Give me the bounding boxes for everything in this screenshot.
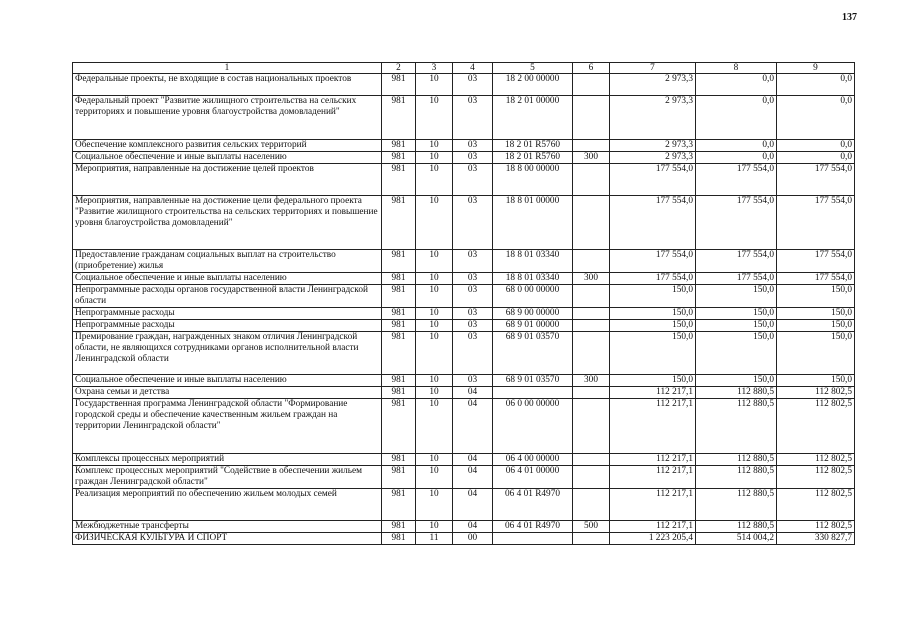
row-name: Непрограммные расходы [73, 320, 382, 332]
row-name: Федеральный проект "Развитие жилищного строительства на сельских территориях и повышение уровня благоустройства домовладений" [73, 96, 382, 140]
target-article-code: 06 4 00 00000 [493, 454, 573, 466]
amount-col-8: 150,0 [696, 285, 777, 308]
amount-col-9: 112 802,5 [777, 387, 855, 399]
target-article-code: 68 9 01 00000 [493, 320, 573, 332]
podrazdel-code: 00 [453, 533, 493, 545]
amount-col-9: 0,0 [777, 140, 855, 152]
expense-type-code [573, 332, 610, 375]
target-article-code: 18 2 01 00000 [493, 96, 573, 140]
table-row [73, 466, 855, 489]
row-name: Межбюджетные трансферты [73, 521, 382, 533]
glava-code: 981 [382, 533, 416, 545]
amount-col-9: 150,0 [777, 320, 855, 332]
glava-code: 981 [382, 164, 416, 196]
amount-col-9: 112 802,5 [777, 489, 855, 521]
amount-col-7: 112 217,1 [610, 466, 696, 489]
amount-col-7: 112 217,1 [610, 489, 696, 521]
glava-code: 981 [382, 196, 416, 250]
podrazdel-code: 03 [453, 196, 493, 250]
target-article-code [493, 533, 573, 545]
target-article-code: 68 0 00 00000 [493, 285, 573, 308]
razdel-code: 10 [416, 285, 453, 308]
amount-col-8: 150,0 [696, 308, 777, 320]
expense-type-code [573, 454, 610, 466]
razdel-code: 10 [416, 250, 453, 273]
target-article-code: 18 8 01 03340 [493, 273, 573, 285]
razdel-code: 10 [416, 375, 453, 387]
table-row [73, 533, 855, 545]
amount-col-9: 0,0 [777, 96, 855, 140]
expense-type-code: 500 [573, 521, 610, 533]
podrazdel-code: 03 [453, 285, 493, 308]
amount-col-7: 150,0 [610, 320, 696, 332]
razdel-code: 10 [416, 74, 453, 96]
target-article-code: 18 8 01 03340 [493, 250, 573, 273]
amount-col-9: 150,0 [777, 332, 855, 375]
row-name: Обеспечение комплексного развития сельских территорий [73, 140, 382, 152]
table-row [73, 454, 855, 466]
glava-code: 981 [382, 273, 416, 285]
glava-code: 981 [382, 250, 416, 273]
podrazdel-code: 03 [453, 375, 493, 387]
expense-type-code [573, 96, 610, 140]
table-row [73, 320, 855, 332]
column-header: 2 [382, 63, 416, 74]
glava-code: 981 [382, 96, 416, 140]
expense-type-code [573, 533, 610, 545]
table-row [73, 196, 855, 250]
razdel-code: 10 [416, 489, 453, 521]
target-article-code: 06 4 01 R4970 [493, 489, 573, 521]
table-row [73, 375, 855, 387]
glava-code: 981 [382, 140, 416, 152]
amount-col-9: 112 802,5 [777, 399, 855, 454]
target-article-code: 06 0 00 00000 [493, 399, 573, 454]
expense-type-code [573, 140, 610, 152]
amount-col-8: 177 554,0 [696, 250, 777, 273]
target-article-code: 68 9 00 00000 [493, 308, 573, 320]
razdel-code: 10 [416, 164, 453, 196]
table-row [73, 96, 855, 140]
table-row [73, 489, 855, 521]
amount-col-7: 112 217,1 [610, 521, 696, 533]
glava-code: 981 [382, 308, 416, 320]
glava-code: 981 [382, 375, 416, 387]
row-name: Премирование граждан, награжденных знаком отличия Ленинградской области, не являющихся сотрудниками органов исполнительной власти Ленинградской области [73, 332, 382, 375]
amount-col-8: 112 880,5 [696, 466, 777, 489]
page-number: 137 [842, 12, 857, 23]
table-row [73, 140, 855, 152]
podrazdel-code: 03 [453, 140, 493, 152]
podrazdel-code: 03 [453, 332, 493, 375]
amount-col-7: 112 217,1 [610, 387, 696, 399]
amount-col-9: 112 802,5 [777, 466, 855, 489]
amount-col-9: 177 554,0 [777, 250, 855, 273]
amount-col-7: 2 973,3 [610, 152, 696, 164]
amount-col-9: 177 554,0 [777, 273, 855, 285]
podrazdel-code: 04 [453, 399, 493, 454]
table-row [73, 273, 855, 285]
expense-type-code [573, 399, 610, 454]
amount-col-7: 177 554,0 [610, 196, 696, 250]
amount-col-7: 2 973,3 [610, 140, 696, 152]
expense-type-code [573, 320, 610, 332]
row-name: Мероприятия, направленные на достижение цели федерального проекта "Развитие жилищного строительства на сельских территориях и повышение уровня благоустройства домовладений" [73, 196, 382, 250]
amount-col-8: 177 554,0 [696, 273, 777, 285]
target-article-code: 18 8 00 00000 [493, 164, 573, 196]
amount-col-7: 177 554,0 [610, 164, 696, 196]
row-name: Охрана семьи и детства [73, 387, 382, 399]
expense-type-code [573, 285, 610, 308]
amount-col-7: 150,0 [610, 308, 696, 320]
target-article-code: 68 9 01 03570 [493, 375, 573, 387]
amount-col-8: 0,0 [696, 74, 777, 96]
row-name: Мероприятия, направленные на достижение целей проектов [73, 164, 382, 196]
razdel-code: 10 [416, 152, 453, 164]
expense-type-code: 300 [573, 152, 610, 164]
table-row [73, 74, 855, 96]
amount-col-7: 150,0 [610, 375, 696, 387]
amount-col-8: 150,0 [696, 320, 777, 332]
table-row [73, 308, 855, 320]
razdel-code: 10 [416, 140, 453, 152]
target-article-code: 18 8 01 00000 [493, 196, 573, 250]
razdel-code: 11 [416, 533, 453, 545]
amount-col-9: 330 827,7 [777, 533, 855, 545]
podrazdel-code: 03 [453, 320, 493, 332]
razdel-code: 10 [416, 521, 453, 533]
row-name: Комплекс процессных мероприятий "Содействие в обеспечении жильем граждан Ленинградской области" [73, 466, 382, 489]
target-article-code: 68 9 01 03570 [493, 332, 573, 375]
target-article-code [493, 387, 573, 399]
glava-code: 981 [382, 332, 416, 375]
razdel-code: 10 [416, 332, 453, 375]
podrazdel-code: 03 [453, 96, 493, 140]
target-article-code: 06 4 01 R4970 [493, 521, 573, 533]
razdel-code: 10 [416, 273, 453, 285]
amount-col-8: 0,0 [696, 140, 777, 152]
podrazdel-code: 04 [453, 387, 493, 399]
header-row [73, 63, 855, 74]
razdel-code: 10 [416, 320, 453, 332]
amount-col-8: 150,0 [696, 375, 777, 387]
target-article-code: 18 2 01 R5760 [493, 152, 573, 164]
amount-col-8: 0,0 [696, 96, 777, 140]
podrazdel-code: 03 [453, 164, 493, 196]
row-name: Реализация мероприятий по обеспечению жильем молодых семей [73, 489, 382, 521]
glava-code: 981 [382, 320, 416, 332]
amount-col-8: 112 880,5 [696, 399, 777, 454]
podrazdel-code: 03 [453, 273, 493, 285]
podrazdel-code: 04 [453, 521, 493, 533]
amount-col-9: 150,0 [777, 375, 855, 387]
glava-code: 981 [382, 489, 416, 521]
glava-code: 981 [382, 466, 416, 489]
column-header: 5 [493, 63, 573, 74]
column-header: 4 [453, 63, 493, 74]
podrazdel-code: 04 [453, 466, 493, 489]
table-row [73, 152, 855, 164]
table-row [73, 285, 855, 308]
table-row [73, 332, 855, 375]
amount-col-9: 0,0 [777, 152, 855, 164]
target-article-code: 06 4 01 00000 [493, 466, 573, 489]
column-header: 3 [416, 63, 453, 74]
amount-col-9: 150,0 [777, 285, 855, 308]
amount-col-8: 177 554,0 [696, 164, 777, 196]
amount-col-8: 112 880,5 [696, 454, 777, 466]
amount-col-9: 150,0 [777, 308, 855, 320]
expense-type-code [573, 308, 610, 320]
amount-col-8: 177 554,0 [696, 196, 777, 250]
razdel-code: 10 [416, 399, 453, 454]
row-name: Федеральные проекты, не входящие в состав национальных проектов [73, 74, 382, 96]
amount-col-7: 2 973,3 [610, 96, 696, 140]
razdel-code: 10 [416, 466, 453, 489]
amount-col-7: 150,0 [610, 285, 696, 308]
column-header: 6 [573, 63, 610, 74]
expense-type-code [573, 466, 610, 489]
amount-col-7: 177 554,0 [610, 250, 696, 273]
glava-code: 981 [382, 285, 416, 308]
column-header: 1 [73, 63, 382, 74]
razdel-code: 10 [416, 308, 453, 320]
target-article-code: 18 2 00 00000 [493, 74, 573, 96]
glava-code: 981 [382, 399, 416, 454]
row-name: Социальное обеспечение и иные выплаты населению [73, 273, 382, 285]
amount-col-8: 112 880,5 [696, 521, 777, 533]
razdel-code: 10 [416, 454, 453, 466]
expense-type-code [573, 489, 610, 521]
amount-col-7: 1 223 205,4 [610, 533, 696, 545]
row-name: ФИЗИЧЕСКАЯ КУЛЬТУРА И СПОРТ [73, 533, 382, 545]
amount-col-8: 0,0 [696, 152, 777, 164]
expense-type-code [573, 250, 610, 273]
table-row [73, 387, 855, 399]
expense-type-code: 300 [573, 273, 610, 285]
amount-col-7: 177 554,0 [610, 273, 696, 285]
row-name: Государственная программа Ленинградской области "Формирование городской среды и обеспечение качественным жильем граждан на территории Ленинградской области" [73, 399, 382, 454]
razdel-code: 10 [416, 96, 453, 140]
row-name: Предоставление гражданам социальных выплат на строительство (приобретение) жилья [73, 250, 382, 273]
table-row [73, 399, 855, 454]
table-row [73, 250, 855, 273]
row-name: Комплексы процессных мероприятий [73, 454, 382, 466]
amount-col-7: 2 973,3 [610, 74, 696, 96]
amount-col-9: 177 554,0 [777, 196, 855, 250]
amount-col-8: 112 880,5 [696, 489, 777, 521]
glava-code: 981 [382, 387, 416, 399]
amount-col-9: 0,0 [777, 74, 855, 96]
glava-code: 981 [382, 74, 416, 96]
column-header: 8 [696, 63, 777, 74]
expense-type-code [573, 196, 610, 250]
glava-code: 981 [382, 152, 416, 164]
podrazdel-code: 03 [453, 308, 493, 320]
row-name: Социальное обеспечение и иные выплаты населению [73, 375, 382, 387]
amount-col-8: 150,0 [696, 332, 777, 375]
amount-col-9: 177 554,0 [777, 164, 855, 196]
razdel-code: 10 [416, 387, 453, 399]
table-row [73, 521, 855, 533]
podrazdel-code: 03 [453, 152, 493, 164]
row-name: Непрограммные расходы органов государственной власти Ленинградской области [73, 285, 382, 308]
amount-col-8: 112 880,5 [696, 387, 777, 399]
podrazdel-code: 03 [453, 250, 493, 273]
expense-type-code [573, 387, 610, 399]
amount-col-7: 112 217,1 [610, 399, 696, 454]
column-header: 7 [610, 63, 696, 74]
budget-table [72, 62, 855, 545]
glava-code: 981 [382, 454, 416, 466]
amount-col-8: 514 004,2 [696, 533, 777, 545]
razdel-code: 10 [416, 196, 453, 250]
glava-code: 981 [382, 521, 416, 533]
expense-type-code [573, 164, 610, 196]
expense-type-code: 300 [573, 375, 610, 387]
column-header: 9 [777, 63, 855, 74]
row-name: Непрограммные расходы [73, 308, 382, 320]
podrazdel-code: 04 [453, 489, 493, 521]
table-row [73, 164, 855, 196]
amount-col-9: 112 802,5 [777, 521, 855, 533]
amount-col-7: 112 217,1 [610, 454, 696, 466]
row-name: Социальное обеспечение и иные выплаты населению [73, 152, 382, 164]
amount-col-7: 150,0 [610, 332, 696, 375]
target-article-code: 18 2 01 R5760 [493, 140, 573, 152]
amount-col-9: 112 802,5 [777, 454, 855, 466]
expense-type-code [573, 74, 610, 96]
podrazdel-code: 04 [453, 454, 493, 466]
podrazdel-code: 03 [453, 74, 493, 96]
